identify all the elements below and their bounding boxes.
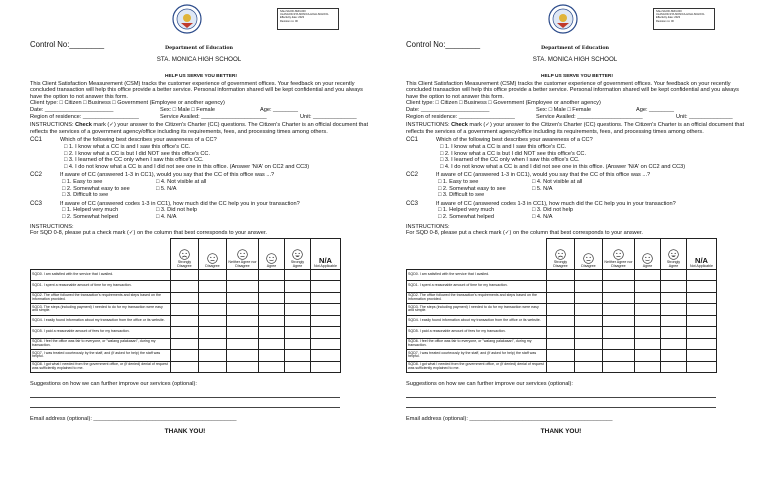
sqd-statement: SQD6. I feel the office was fair to everyone, or "walang palakasan", during my transaction. (407, 338, 547, 350)
cc2-question: If aware of CC (answered 1-3 in CC1), would you say that the CC of this office was ...? (436, 172, 651, 179)
big-smile-face-icon (668, 249, 679, 260)
rating-cell[interactable] (661, 269, 687, 281)
rating-cell[interactable] (227, 361, 259, 373)
cc2-option[interactable]: □ 5. N/A (532, 185, 553, 192)
cc3-option[interactable]: □ 4. N/A (156, 213, 177, 220)
rating-cell[interactable] (661, 350, 687, 362)
rating-cell[interactable] (661, 327, 687, 339)
intro-text: This Client Satisfaction Measurement (CSM) tracks the customer experience of government offices. Your feedback on your recently concluded transaction will help this office provide a better service. Personal information shared will be kept confidential and you always have the option to not answer this form. (406, 80, 739, 100)
code-line: Revision no: 00 (656, 19, 674, 23)
col-neutral (603, 238, 635, 269)
rating-cell[interactable] (199, 338, 227, 350)
sqd-instructions-lead: INSTRUCTIONS: (406, 223, 450, 230)
rating-cell[interactable] (603, 350, 635, 362)
rating-cell[interactable] (227, 315, 259, 327)
rating-cell[interactable] (603, 304, 635, 316)
cc3-tag: CC3 (406, 200, 419, 207)
rating-cell[interactable] (687, 361, 717, 373)
table-row (407, 361, 717, 373)
sad-face-icon (207, 253, 218, 264)
col-strongly-agree (661, 238, 687, 269)
rating-cell[interactable] (603, 281, 635, 293)
sqd-header-row (31, 238, 341, 269)
table-row (407, 350, 717, 362)
rating-cell[interactable] (635, 338, 661, 350)
cc2-option[interactable]: □ 4. Not visible at all (532, 178, 583, 185)
form-body (30, 74, 372, 436)
rating-cell[interactable] (687, 315, 717, 327)
cc2-option[interactable]: □ 1. Easy to see (438, 178, 479, 185)
table-row (31, 361, 341, 373)
cc-instructions (406, 122, 748, 135)
sqd-statement: SQD4. I easily found information about my transaction from the office or its website. (407, 315, 547, 327)
rating-cell[interactable] (259, 327, 285, 339)
rating-cell[interactable] (259, 281, 285, 293)
rating-cell[interactable] (575, 350, 603, 362)
cc1-option[interactable]: □ 1. I know what a CC is and I saw this office's CC. (64, 144, 191, 150)
rating-cell[interactable] (603, 292, 635, 304)
rating-cell[interactable] (171, 350, 199, 362)
rating-cell[interactable] (635, 292, 661, 304)
col-label: Strongly Disagree (553, 259, 568, 268)
rating-cell[interactable] (171, 327, 199, 339)
col-label: Agree (642, 263, 653, 268)
rating-cell[interactable] (311, 327, 341, 339)
rating-cell[interactable] (575, 281, 603, 293)
rating-cell[interactable] (171, 315, 199, 327)
rating-cell[interactable] (171, 338, 199, 350)
instructions-lead: INSTRUCTIONS: (30, 122, 74, 129)
col-strongly-disagree (171, 238, 199, 269)
rating-cell[interactable] (285, 269, 311, 281)
na-subtitle: Not Applicable (314, 263, 337, 268)
code-line: ULASGOD-STA.MONICA-HIGH-SCHOOL (656, 13, 705, 17)
rating-cell[interactable] (199, 361, 227, 373)
rating-cell[interactable] (285, 350, 311, 362)
cc2-question: If aware of CC (answered 1-3 in CC1), would you say that the CC of this office was ...? (60, 172, 275, 179)
rating-cell[interactable] (687, 304, 717, 316)
cc1-question: Which of the following best describes your awareness of a CC? (436, 137, 593, 144)
cc2-option[interactable]: □ 1. Easy to see (62, 178, 103, 185)
cc1-option[interactable]: □ 2. I know what a CC is but I did NOT see this office's CC. (440, 150, 587, 157)
cc1-option[interactable]: □ 1. I know what a CC is and I saw this office's CC. (440, 144, 567, 150)
cc3-option[interactable]: □ 4. N/A (532, 213, 553, 220)
client-type[interactable]: Client type: □ Citizen □ Business □ Government (Employee or another agency) (30, 100, 225, 107)
rating-cell[interactable] (687, 269, 717, 281)
check-word: Check (75, 122, 92, 129)
rating-cell[interactable] (285, 327, 311, 339)
table-row (31, 315, 341, 327)
rating-cell[interactable] (547, 292, 575, 304)
age-field[interactable]: Age: ________ (636, 107, 674, 114)
cc3-option[interactable]: □ 3. Did not help (156, 207, 198, 214)
deped-seal-icon (548, 4, 578, 34)
col-agree (635, 238, 661, 269)
cc1-option[interactable]: □ 3. I learned of the CC only when I saw this office's CC. (440, 157, 580, 164)
rating-cell[interactable] (661, 315, 687, 327)
rating-cell[interactable] (285, 281, 311, 293)
instructions-lead: INSTRUCTIONS: (406, 122, 450, 129)
code-line: Effectivity date: 2023 (656, 16, 681, 20)
col-label: Neither Agree nor Disagree (228, 259, 257, 268)
table-row (407, 292, 717, 304)
blank-header (407, 238, 547, 269)
suggestions-label: Suggestions on how we can further improve our services (optional): (406, 381, 573, 388)
rating-cell[interactable] (603, 269, 635, 281)
rating-cell[interactable] (603, 327, 635, 339)
rating-cell[interactable] (575, 292, 603, 304)
sqd-statement: SQD0. I am satisfied with the service that I availed. (31, 269, 171, 281)
rating-cell[interactable] (635, 327, 661, 339)
sqd-table (30, 238, 341, 374)
rating-cell[interactable] (259, 304, 285, 316)
na-title: N/A (319, 255, 332, 265)
date-sex-age-row (30, 107, 372, 114)
table-row (407, 338, 717, 350)
col-strongly-disagree (547, 238, 575, 269)
neutral-face-icon (613, 249, 624, 260)
region-service-unit-row (30, 114, 372, 121)
sqd-statement: SQD1. I spent a reasonable amount of time for my transaction. (31, 281, 171, 293)
service-field[interactable]: Service Availed: _____________________ (160, 113, 267, 120)
rating-cell[interactable] (199, 292, 227, 304)
rating-cell[interactable] (635, 281, 661, 293)
rating-cell[interactable] (285, 361, 311, 373)
rating-cell[interactable] (687, 281, 717, 293)
rating-cell[interactable] (171, 292, 199, 304)
sex-field[interactable]: Sex: □ Male □ Female (536, 107, 591, 114)
rating-cell[interactable] (547, 350, 575, 362)
school-name: STA. MONICA HIGH SCHOOL (532, 56, 618, 63)
sqd-statement: SQD5. I paid a reasonable amount of fees for my transaction. (407, 327, 547, 339)
rating-cell[interactable] (227, 338, 259, 350)
sqd-statement: SQD3. The steps (including payment) I needed to do for my transaction were easy and simple. (31, 304, 171, 316)
table-row (407, 327, 717, 339)
rating-cell[interactable] (575, 315, 603, 327)
col-disagree (199, 238, 227, 269)
code-line: Revision no: 00 (280, 19, 298, 23)
rating-cell[interactable] (547, 281, 575, 293)
rating-cell[interactable] (575, 327, 603, 339)
sqd-statement: SQD2. The office followed the transaction's requirements and steps based on the information provided. (407, 292, 547, 304)
table-row (31, 304, 341, 316)
code-line: SAH-SGOD-SMN-000 (280, 10, 306, 13)
rating-cell[interactable] (687, 338, 717, 350)
rating-cell[interactable] (603, 315, 635, 327)
sqd-instructions: For SQD 0-8, please put a check mark (✓) on the column that best corresponds to your answer. (406, 230, 643, 237)
rating-cell[interactable] (311, 350, 341, 362)
help-title: HELP US SERVE YOU BETTER! (541, 74, 613, 79)
rating-cell[interactable] (259, 350, 285, 362)
instructions-text: mark (✓) your answer to the Citizen's Charter (CC) questions. The Citizen's Charter is an official document that reflects the services of a government agency/office including its requirements, fees, and processing times among others. (406, 122, 745, 135)
table-row (31, 281, 341, 293)
cc2-section (406, 172, 748, 198)
col-label: Strongly Agree (666, 259, 681, 268)
col-agree (259, 238, 285, 269)
sqd-instructions-lead: INSTRUCTIONS: (30, 223, 74, 230)
rating-cell[interactable] (259, 361, 285, 373)
col-na (687, 238, 717, 269)
sqd-statement: SQD4. I easily found information about my transaction from the office or its website. (31, 315, 171, 327)
sad-face-icon (583, 253, 594, 264)
rating-cell[interactable] (311, 292, 341, 304)
col-label: Disagree (205, 263, 220, 268)
col-disagree (575, 238, 603, 269)
rating-cell[interactable] (661, 304, 687, 316)
rating-cell[interactable] (635, 315, 661, 327)
client-type[interactable]: Client type: □ Citizen □ Business □ Government (Employee or another agency) (406, 100, 601, 107)
cc1-option[interactable]: □ 3. I learned of the CC only when I saw this office's CC. (64, 157, 204, 164)
intro-text: This Client Satisfaction Measurement (CSM) tracks the customer experience of government offices. Your feedback on your recently concluded transaction will help this office provide a better service. Personal information shared will be kept confidential and you always have the option to not answer this form. (30, 80, 363, 100)
cc1-option[interactable]: □ 4. I do not know what a CC is and I did not see one in this office. (Answer 'N/A' on CC2 and CC3) (64, 163, 310, 170)
rating-cell[interactable] (661, 281, 687, 293)
document-code-box (277, 8, 339, 30)
rating-cell[interactable] (171, 361, 199, 373)
cc3-option[interactable]: □ 1. Helped very much (438, 207, 495, 214)
rating-cell[interactable] (259, 338, 285, 350)
col-label: Strongly Disagree (177, 259, 192, 268)
survey-form-left (14, 0, 384, 503)
rating-cell[interactable] (687, 327, 717, 339)
department-name: Department of Education (164, 45, 234, 51)
table-row (407, 304, 717, 316)
table-row (407, 269, 717, 281)
sqd-instructions: For SQD 0-8, please put a check mark (✓) on the column that best corresponds to your answer. (30, 230, 267, 237)
rating-cell[interactable] (661, 361, 687, 373)
col-label: Disagree (581, 263, 596, 268)
rating-cell[interactable] (227, 292, 259, 304)
survey-form-right (390, 0, 760, 503)
cc1-tag: CC1 (406, 137, 419, 144)
rating-cell[interactable] (311, 304, 341, 316)
rating-cell[interactable] (285, 315, 311, 327)
rating-cell[interactable] (199, 327, 227, 339)
blank-header (31, 238, 171, 269)
col-neutral (227, 238, 259, 269)
rating-cell[interactable] (575, 338, 603, 350)
cc1-section (406, 137, 748, 170)
rating-cell[interactable] (547, 269, 575, 281)
cc3-option[interactable]: □ 2. Somewhat helped (62, 213, 118, 220)
rating-cell[interactable] (635, 304, 661, 316)
na-subtitle: Not Applicable (690, 263, 713, 268)
col-label: Strongly Agree (290, 259, 305, 268)
sqd-statement: SQD5. I paid a reasonable amount of fees for my transaction. (31, 327, 171, 339)
sqd-statement: SQD1. I spent a reasonable amount of time for my transaction. (407, 281, 547, 293)
rating-cell[interactable] (171, 304, 199, 316)
control-no[interactable]: Control No:________ (30, 40, 105, 49)
cc1-tag: CC1 (30, 137, 43, 144)
unit-field[interactable]: Unit: ______________ (300, 113, 357, 120)
cc2-option[interactable]: □ 3. Difficult to see (438, 192, 485, 199)
na-title: N/A (695, 255, 708, 265)
rating-cell[interactable] (311, 338, 341, 350)
sqd-body (31, 269, 341, 373)
table-row (407, 281, 717, 293)
sex-field[interactable]: Sex: □ Male □ Female (160, 107, 215, 114)
thank-you: THANK YOU! (540, 428, 582, 436)
cc2-option[interactable]: □ 2. Somewhat easy to see (62, 185, 130, 192)
col-na (311, 238, 341, 269)
department-name: Department of Education (540, 45, 610, 51)
cc3-section (406, 201, 748, 221)
service-field[interactable]: Service Availed: _____________________ (536, 113, 643, 120)
cc2-option[interactable]: □ 2. Somewhat easy to see (438, 185, 506, 192)
code-line: SAH-SGOD-SMN-000 (656, 10, 682, 13)
deped-seal-icon (172, 4, 202, 34)
sqd-statement: SQD2. The office followed the transaction's requirements and steps based on the information provided. (31, 292, 171, 304)
rating-cell[interactable] (259, 269, 285, 281)
rating-cell[interactable] (311, 281, 341, 293)
smile-face-icon (266, 253, 277, 264)
rating-cell[interactable] (661, 338, 687, 350)
rating-cell[interactable] (227, 281, 259, 293)
rating-cell[interactable] (259, 315, 285, 327)
sqd-statement: SQD6. I feel the office was fair to everyone, or "walang palakasan", during my transaction. (31, 338, 171, 350)
cc-instructions (30, 122, 372, 135)
sqd-statement: SQD0. I am satisfied with the service that I availed. (407, 269, 547, 281)
rating-cell[interactable] (311, 315, 341, 327)
cc2-tag: CC2 (30, 172, 43, 179)
col-label: Neither Agree nor Disagree (604, 259, 633, 268)
cc1-option[interactable]: □ 2. I know what a CC is but I did NOT see this office's CC. (64, 150, 211, 157)
rating-cell[interactable] (199, 269, 227, 281)
rating-cell[interactable] (547, 304, 575, 316)
date-field[interactable]: Date: ______________________ (406, 107, 490, 114)
col-label: Agree (266, 263, 277, 268)
rating-cell[interactable] (227, 269, 259, 281)
cc2-option[interactable]: □ 5. N/A (156, 185, 177, 192)
suggestions-line[interactable] (30, 398, 340, 408)
rating-cell[interactable] (603, 338, 635, 350)
sqd-statement: SQD7. I was treated courteously by the staff, and (if asked for help) the staff was helpful. (31, 350, 171, 362)
sqd-table (406, 238, 717, 374)
rating-cell[interactable] (199, 304, 227, 316)
rating-cell[interactable] (285, 304, 311, 316)
document-code-box (653, 8, 715, 30)
cc1-section (30, 137, 372, 170)
region-field[interactable]: Region of residence: __________________ (30, 113, 139, 120)
rating-cell[interactable] (687, 350, 717, 362)
cc2-option[interactable]: □ 3. Difficult to see (62, 192, 109, 199)
rating-cell[interactable] (603, 361, 635, 373)
school-name: STA. MONICA HIGH SCHOOL (156, 56, 242, 63)
help-title: HELP US SERVE YOU BETTER! (165, 74, 237, 79)
date-sex-age-row (406, 107, 748, 114)
rating-cell[interactable] (635, 361, 661, 373)
rating-cell[interactable] (687, 292, 717, 304)
rating-cell[interactable] (171, 269, 199, 281)
cc3-option[interactable]: □ 1. Helped very much (62, 207, 119, 214)
sqd-statement: SQD7. I was treated courteously by the staff, and (if asked for help) the staff was helpful. (407, 350, 547, 362)
very-sad-face-icon (179, 249, 190, 260)
email-field[interactable]: Email address (optional): ______________________________________________ (406, 415, 613, 422)
check-word: Check (451, 122, 468, 129)
table-row (31, 338, 341, 350)
rating-cell[interactable] (547, 327, 575, 339)
sqd-statement: SQD8. I got what I needed from the government office, or (if denied) denial of request was sufficiently explained to me. (31, 361, 171, 373)
rating-cell[interactable] (227, 350, 259, 362)
cc1-question: Which of the following best describes your awareness of a CC? (60, 137, 217, 144)
suggestions-line[interactable] (30, 388, 340, 398)
age-field[interactable]: Age: ________ (260, 107, 298, 114)
rating-cell[interactable] (575, 269, 603, 281)
neutral-face-icon (237, 249, 248, 260)
cc2-section (30, 172, 372, 198)
rating-cell[interactable] (661, 292, 687, 304)
cc1-option[interactable]: □ 4. I do not know what a CC is and I did not see one in this office. (Answer 'N/A' on CC2 and CC3) (440, 163, 686, 170)
cc2-tag: CC2 (406, 172, 419, 179)
sqd-body (407, 269, 717, 373)
very-sad-face-icon (555, 249, 566, 260)
rating-cell[interactable] (547, 361, 575, 373)
thank-you: THANK YOU! (164, 428, 206, 436)
rating-cell[interactable] (547, 338, 575, 350)
instructions-text: mark (✓) your answer to the Citizen's Charter (CC) questions. The Citizen's Charter is an official document that reflects the services of a government agency/office including its requirements, fees, and processing times among others. (30, 122, 369, 135)
cc3-section (30, 201, 372, 221)
rating-cell[interactable] (547, 315, 575, 327)
rating-cell[interactable] (635, 269, 661, 281)
unit-field[interactable]: Unit: ______________ (676, 113, 733, 120)
rating-cell[interactable] (259, 292, 285, 304)
rating-cell[interactable] (199, 281, 227, 293)
table-row (31, 269, 341, 281)
table-row (31, 350, 341, 362)
rating-cell[interactable] (635, 350, 661, 362)
cc3-tag: CC3 (30, 200, 43, 207)
rating-cell[interactable] (199, 350, 227, 362)
rating-cell[interactable] (575, 361, 603, 373)
email-field[interactable]: Email address (optional): ______________________________________________ (30, 415, 237, 422)
rating-cell[interactable] (311, 269, 341, 281)
sqd-statement: SQD3. The steps (including payment) I needed to do for my transaction were easy and simple. (407, 304, 547, 316)
rating-cell[interactable] (227, 304, 259, 316)
rating-cell[interactable] (285, 292, 311, 304)
big-smile-face-icon (292, 249, 303, 260)
rating-cell[interactable] (285, 338, 311, 350)
form-body (406, 74, 748, 436)
smile-face-icon (642, 253, 653, 264)
table-row (31, 327, 341, 339)
suggestions-label: Suggestions on how we can further improve our services (optional): (30, 381, 197, 388)
suggestions-line[interactable] (406, 398, 716, 408)
rating-cell[interactable] (171, 281, 199, 293)
rating-cell[interactable] (199, 315, 227, 327)
col-strongly-agree (285, 238, 311, 269)
cc3-question: If aware of CC (answered codes 1-3 in CC1), how much did the CC help you in your transaction? (60, 200, 300, 207)
region-field[interactable]: Region of residence: __________________ (406, 113, 515, 120)
code-line: Effectivity date: 2023 (280, 16, 305, 20)
control-no[interactable]: Control No:________ (406, 40, 481, 49)
rating-cell[interactable] (575, 304, 603, 316)
rating-cell[interactable] (227, 327, 259, 339)
table-row (407, 315, 717, 327)
cc2-option[interactable]: □ 4. Not visible at all (156, 178, 207, 185)
sqd-header-row (407, 238, 717, 269)
cc3-question: If aware of CC (answered codes 1-3 in CC1), how much did the CC help you in your transaction? (436, 200, 676, 207)
sqd-statement: SQD8. I got what I needed from the government office, or (if denied) denial of request was sufficiently explained to me. (407, 361, 547, 373)
rating-cell[interactable] (311, 361, 341, 373)
region-service-unit-row (406, 114, 748, 121)
suggestions-line[interactable] (406, 388, 716, 398)
table-row (31, 292, 341, 304)
cc3-option[interactable]: □ 3. Did not help (532, 207, 574, 214)
code-line: ULASGOD-STA.MONICA-HIGH-SCHOOL (280, 13, 329, 17)
date-field[interactable]: Date: ______________________ (30, 107, 114, 114)
cc3-option[interactable]: □ 2. Somewhat helped (438, 213, 494, 220)
